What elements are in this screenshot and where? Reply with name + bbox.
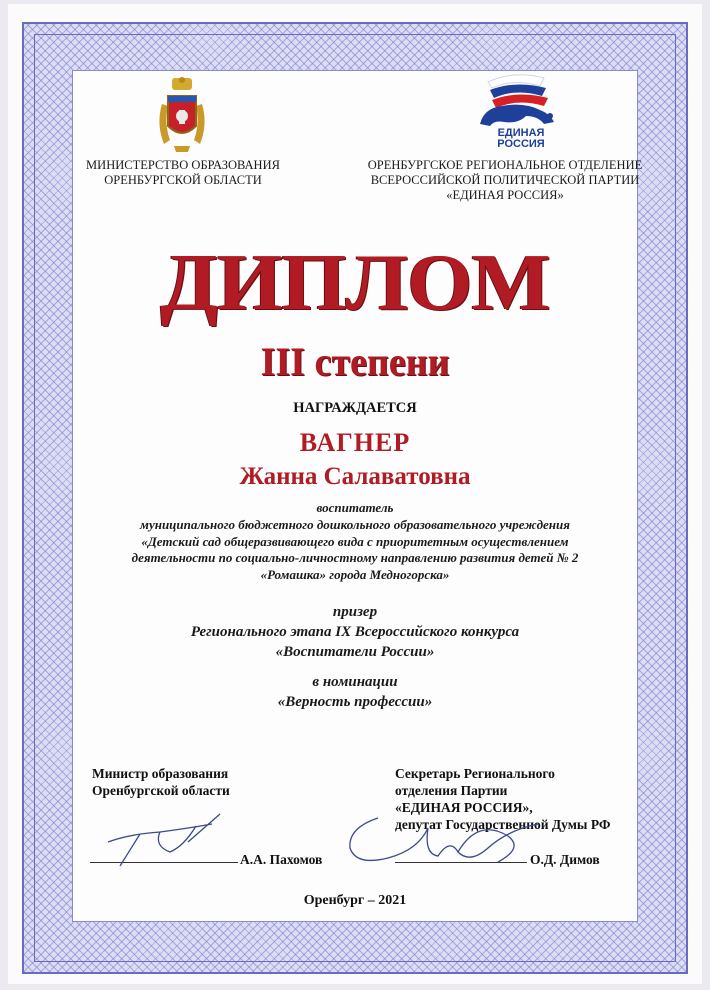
right-signatory-name: О.Д. Димов — [530, 852, 600, 867]
institution-text: муниципального бюджетного дошкольного образовательного учреждения «Детский сад общеразвивающего вида с приоритетным осуществлением деятельности по социально-личностному направлению развития детей № 2 «Ромашка» города Медногорска» — [131, 517, 579, 582]
recipient-surname: ВАГНЕР — [299, 428, 411, 457]
ministry-heading: МИНИСТЕРСТВО ОБРАЗОВАНИЯ ОРЕНБУРГСКОЙ ОБЛАСТИ — [86, 158, 280, 187]
awarded-label: НАГРАЖДАЕТСЯ — [293, 400, 417, 416]
nomination-text: в номинации «Верность профессии» — [277, 674, 433, 710]
left-signatory-title: Министр образования Оренбургской области — [92, 766, 230, 798]
place-date: Оренбург – 2021 — [303, 893, 407, 908]
position-label: воспитатель — [316, 500, 394, 515]
diploma-title: ДИПЛОМ — [160, 239, 550, 327]
left-signature-icon — [100, 812, 240, 872]
coat-of-arms-icon — [152, 74, 212, 154]
left-signatory-name: А.А. Пахомов — [240, 852, 323, 867]
achievement-text: призер Регионального этапа IX Всероссийского конкурса «Воспитатели России» — [190, 604, 520, 660]
united-russia-bear-icon — [474, 72, 568, 128]
party-logo-text: ЕДИНАЯ РОССИЯ — [497, 127, 545, 150]
right-signature-icon — [338, 808, 568, 878]
right-signatory-title: Секретарь Регионального отделения Партии «ЕДИНАЯ РОССИЯ», депутат Государственной Думы РФ — [395, 766, 611, 832]
diploma-degree: III степени — [260, 339, 450, 384]
party-heading: ОРЕНБУРГСКОЕ РЕГИОНАЛЬНОЕ ОТДЕЛЕНИЕ ВСЕРОССИЙСКОЙ ПОЛИТИЧЕСКОЙ ПАРТИИ «ЕДИНАЯ РОССИЯ» — [367, 158, 643, 202]
recipient-name: Жанна Салаватовна — [239, 463, 471, 490]
